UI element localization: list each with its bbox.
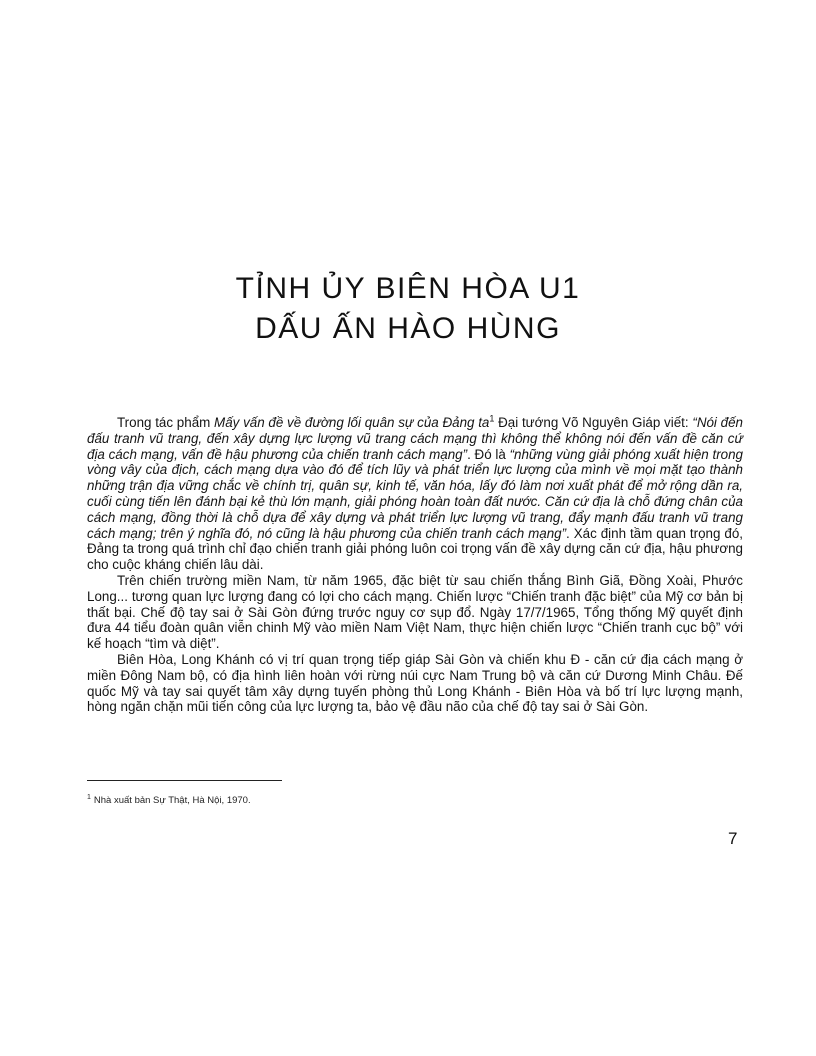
- footnote-divider: [87, 780, 282, 781]
- body-text: [87, 415, 743, 715]
- p1-text-d: . Xác định tầm quan trọng đó, Đảng ta trong quá trình chỉ đạo chiến tranh giải phóng luôn coi trọng vấn đề xây dựng căn cứ địa, hậu phương cho cuộc kháng chiến lâu dài.: [87, 525, 743, 573]
- quote-2: “những vùng giải phóng xuất hiện trong vòng vây của địch, cách mạng dựa vào đó để tích lũy và phát triển lực lượng của mình về mọi mặt tạo thành những trận địa vững chắc về chính trị, quân sự, kinh tế, văn hóa, lấy đó làm nơi xuất phát để mở rộng dần ra, cuối cùng tiến lên đánh bại kẻ thù lớn mạnh, giải phóng hoàn toàn đất nước. Căn cứ địa là chỗ đứng chân của cách mạng, đồng thời là chỗ dựa để xây dựng và phát triển lực lượng vũ trang, đẩy mạnh đấu tranh vũ trang cách mạng; trên ý nghĩa đó, nó cũng là hậu phương của chiến tranh cách mạng”: [87, 446, 744, 541]
- page-number: 7: [728, 829, 738, 848]
- footnote-reference: 1: [489, 413, 495, 424]
- p1-text-c: . Đó là: [467, 446, 510, 462]
- chapter-title-line-1: TỈNH ỦY BIÊN HÒA U1: [235, 272, 581, 305]
- footnote-text: Nhà xuất bản Sự Thật, Hà Nội, 1970.: [93, 795, 251, 806]
- chapter-title-line-2: DẤU ẤN HÀO HÙNG: [255, 312, 561, 345]
- quote-1: “Nói đến đấu tranh vũ trang, đến xây dựng lực lượng vũ trang cách mạng thì không thể không nói đến vấn đề căn cứ địa cách mạng, vấn đề hậu phương của chiến tranh cách mạng”: [87, 415, 743, 462]
- footnote-mark: 1: [87, 793, 91, 801]
- p1-text-b: Đại tướng Võ Nguyên Giáp viết:: [494, 415, 693, 430]
- footnote: [87, 795, 251, 806]
- paragraph-1: [87, 415, 743, 573]
- paragraph-2: Trên chiến trường miền Nam, từ năm 1965, đặc biệt từ sau chiến thắng Bình Giã, Đồng Xoài, Phước Long... tương quan lực lượng đang có lợi cho cách mạng. Chiến lược “Chiến tranh đặc biệt” của Mỹ cơ bản bị thất bại. Chế độ tay sai ở Sài Gòn đứng trước nguy cơ sụp đổ. Ngày 17/7/1965, Tổng thống Mỹ quyết định đưa 44 tiểu đoàn quân viễn chinh Mỹ vào miền Nam Việt Nam, thực hiện chiến lược “Chiến tranh cục bộ” với kế hoạch “tìm và diệt”.: [87, 572, 743, 652]
- book-title: Mấy vấn đề về đường lối quân sự của Đảng ta: [214, 415, 490, 430]
- paragraph-3: Biên Hòa, Long Khánh có vị trí quan trọng tiếp giáp Sài Gòn và chiến khu Đ - căn cứ địa cách mạng ở miền Đông Nam bộ, có địa hình liên hoàn với rừng núi cực Nam Trung bộ và căn cứ Dương Minh Châu. Đế quốc Mỹ và tay sai quyết tâm xây dựng tuyến phòng thủ Long Khánh - Biên Hòa và bố trí lực lượng mạnh, hòng ngăn chặn mũi tiến công của lực lượng ta, bảo vệ đầu não của chế độ tay sai ở Sài Gòn.: [87, 651, 743, 715]
- p1-text-a: Trong tác phẩm: [117, 415, 215, 430]
